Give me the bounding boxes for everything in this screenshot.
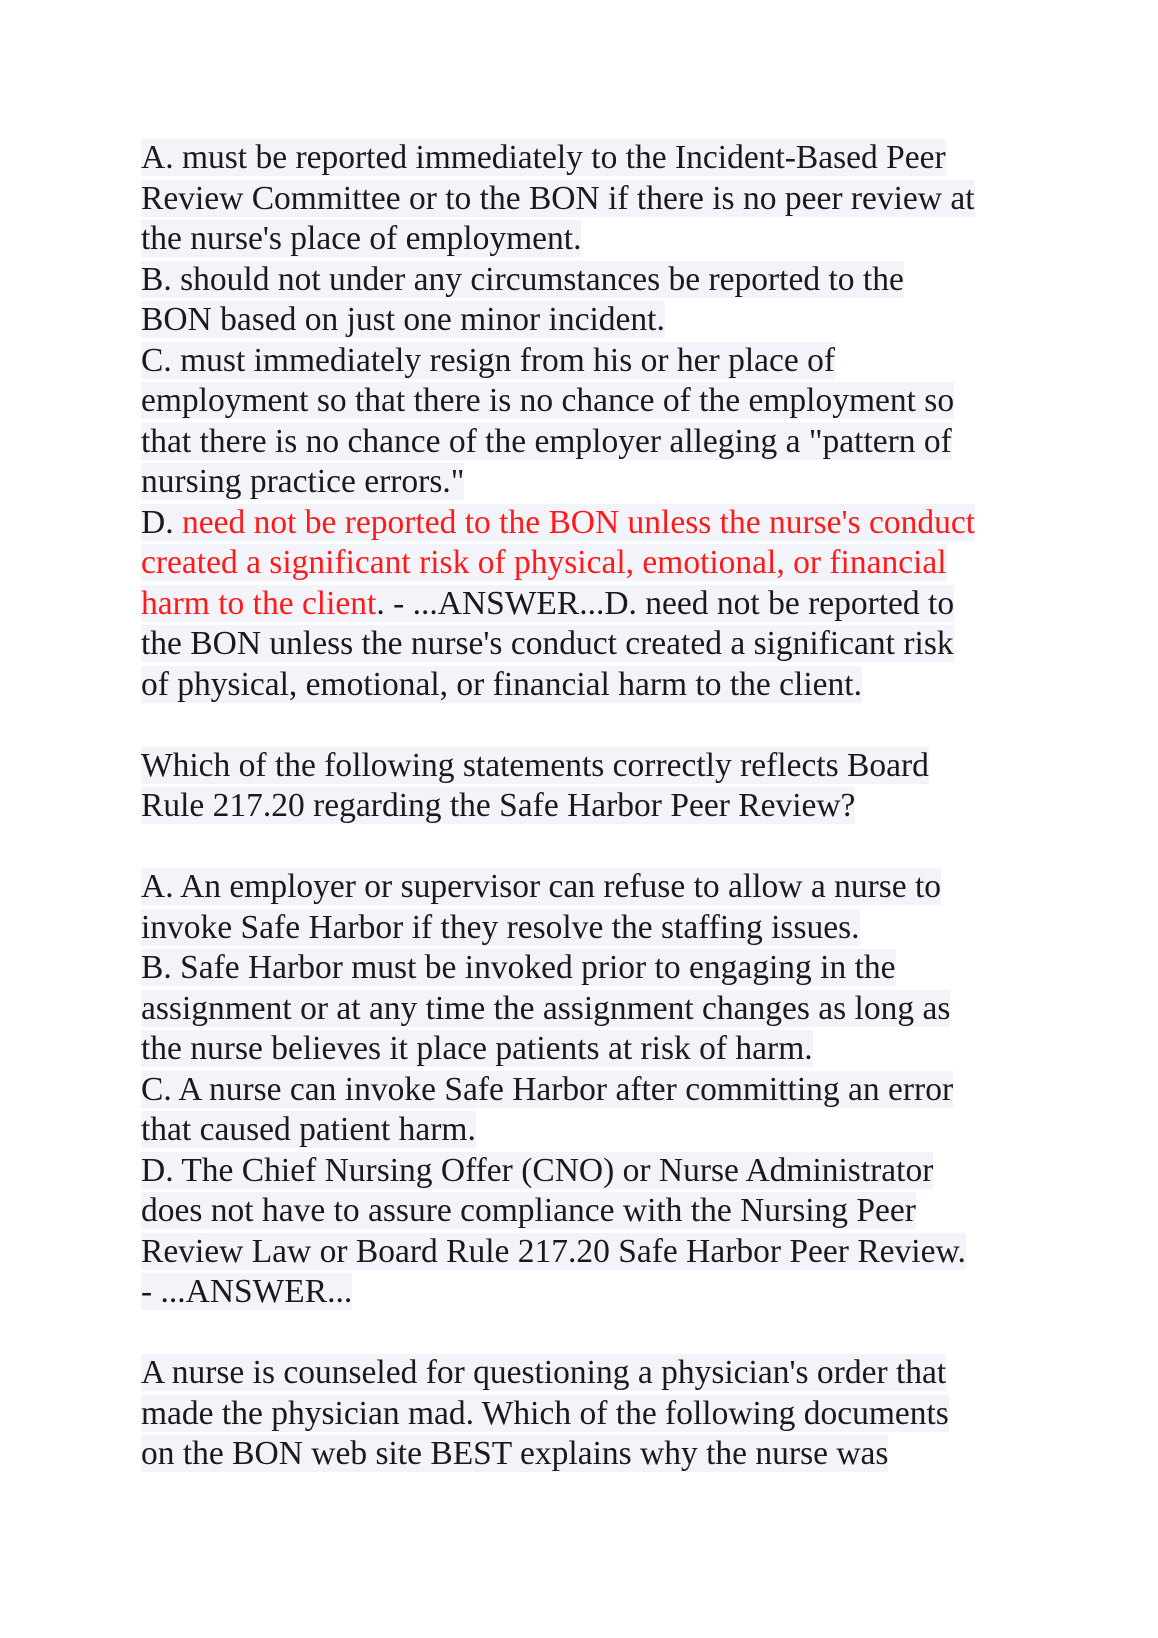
answer-marker: . - ...ANSWER...D. need not be reported to bbox=[376, 584, 955, 622]
text-line: B. Safe Harbor must be invoked prior to engaging in the bbox=[141, 949, 896, 986]
text-line: the nurse's place of employment. bbox=[141, 220, 582, 257]
q2-option-d bbox=[141, 1151, 1021, 1313]
option-prefix: D. bbox=[141, 503, 182, 541]
text-line: nursing practice errors." bbox=[141, 463, 465, 500]
q2-option-c bbox=[141, 1070, 1021, 1151]
text-line: C. A nurse can invoke Safe Harbor after committing an error bbox=[141, 1070, 954, 1108]
answer-line: of physical, emotional, or financial harm to the client. bbox=[141, 665, 862, 703]
text-line: that caused patient harm. bbox=[141, 1111, 476, 1148]
text-line: A. An employer or supervisor can refuse to allow a nurse to bbox=[141, 868, 942, 905]
question-line: A nurse is counseled for questioning a physician's order that bbox=[141, 1354, 947, 1391]
text-line: Review Committee or to the BON if there is no peer review at bbox=[141, 179, 975, 217]
paragraph-gap bbox=[141, 705, 1021, 746]
q3-question bbox=[141, 1353, 1021, 1475]
paragraph-gap bbox=[141, 827, 1021, 868]
q1-option-a bbox=[141, 138, 1021, 260]
text-line: employment so that there is no chance of the employment so bbox=[141, 382, 955, 419]
text-line: A. must be reported immediately to the Incident-Based Peer bbox=[141, 139, 946, 176]
text-line: C. must immediately resign from his or her place of bbox=[141, 341, 836, 379]
question-line: made the physician mad. Which of the following documents bbox=[141, 1394, 949, 1432]
answer-line: the BON unless the nurse's conduct created a significant risk bbox=[141, 625, 954, 662]
text-line: B. should not under any circumstances be reported to the bbox=[141, 260, 904, 298]
correct-answer-text: need not be reported to the BON unless the nurse's conduct bbox=[181, 503, 976, 541]
answer-marker: - ...ANSWER... bbox=[141, 1273, 353, 1310]
text-line: Review Law or Board Rule 217.20 Safe Harbor Peer Review. bbox=[141, 1232, 966, 1270]
text-line: does not have to assure compliance with the Nursing Peer bbox=[141, 1192, 916, 1229]
text-line: assignment or at any time the assignment changes as long as bbox=[141, 989, 951, 1027]
text-line: invoke Safe Harbor if they resolve the staffing issues. bbox=[141, 908, 860, 946]
q1-option-c bbox=[141, 341, 1021, 503]
q2-question bbox=[141, 746, 1021, 827]
q2-option-b bbox=[141, 948, 1021, 1070]
q2-option-a bbox=[141, 867, 1021, 948]
question-line: on the BON web site BEST explains why the nurse was bbox=[141, 1435, 889, 1472]
correct-answer-text: created a significant risk of physical, emotional, or financial bbox=[141, 544, 947, 581]
text-line: BON based on just one minor incident. bbox=[141, 301, 665, 338]
q1-option-b bbox=[141, 260, 1021, 341]
question-line: Rule 217.20 regarding the Safe Harbor Peer Review? bbox=[141, 787, 856, 824]
paragraph-gap bbox=[141, 1313, 1021, 1354]
text-line: D. The Chief Nursing Offer (CNO) or Nurse Administrator bbox=[141, 1151, 934, 1189]
text-line: that there is no chance of the employer alleging a "pattern of bbox=[141, 422, 952, 460]
document-page bbox=[141, 138, 1021, 1475]
correct-answer-text: harm to the client bbox=[141, 584, 377, 622]
question-line: Which of the following statements correctly reflects Board bbox=[141, 746, 929, 784]
q1-option-d bbox=[141, 503, 1021, 706]
text-line: the nurse believes it place patients at risk of harm. bbox=[141, 1030, 813, 1067]
